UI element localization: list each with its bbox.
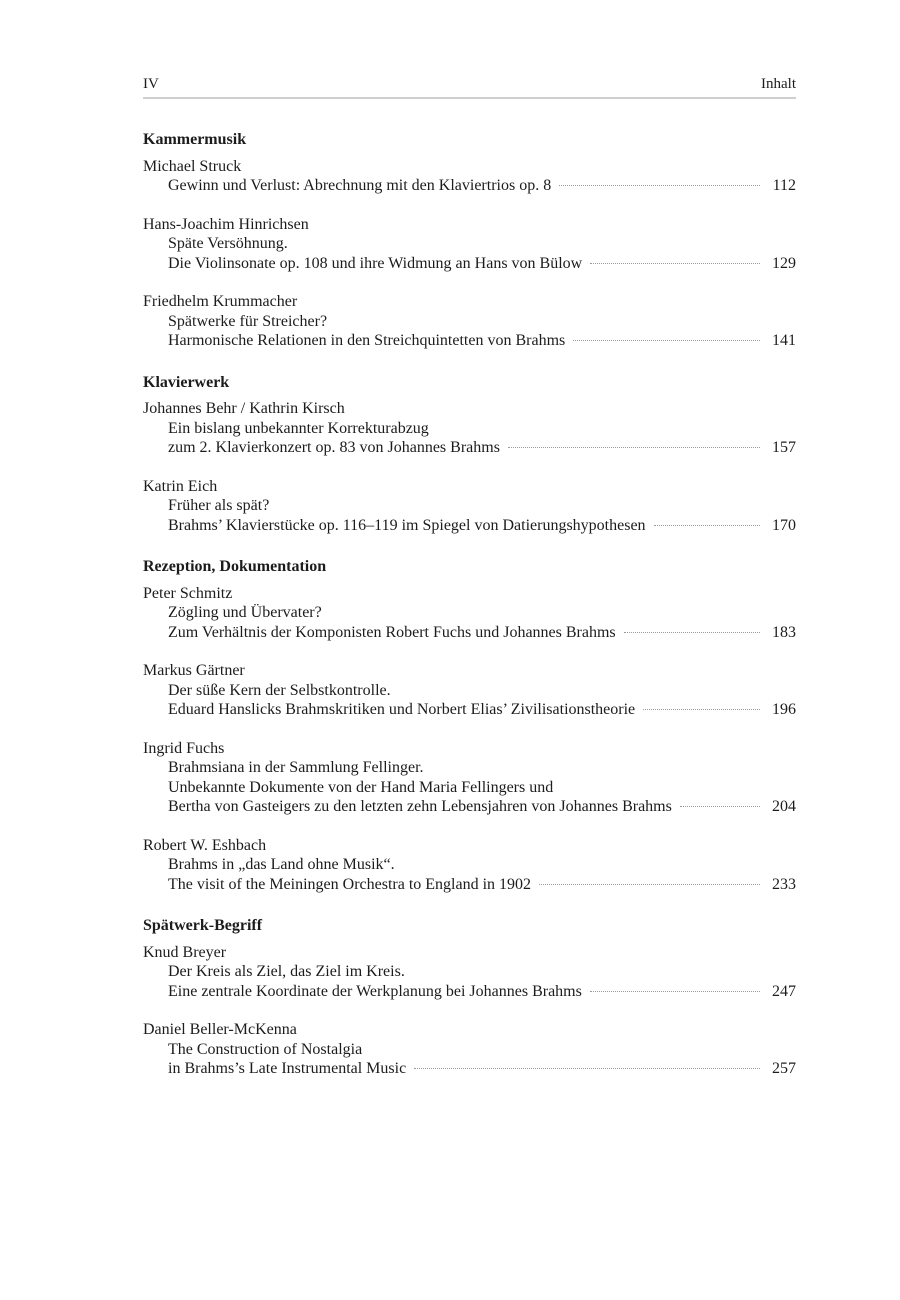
toc-entry[interactable]	[143, 215, 796, 274]
entry-author: Robert W. Eshbach	[143, 836, 267, 854]
dot-leader	[643, 709, 760, 710]
entry-final-line	[168, 875, 796, 895]
dot-leader	[624, 632, 760, 633]
entry-final-line	[168, 623, 796, 643]
toc-entry[interactable]	[143, 661, 796, 720]
entry-title-line: Spätwerke für Streicher?	[168, 312, 328, 330]
entry-page-number[interactable]: 196	[772, 701, 796, 718]
dot-leader	[559, 185, 760, 186]
entry-author: Knud Breyer	[143, 943, 227, 961]
entry-title-line: Die Violinsonate op. 108 und ihre Widmung an Hans von Bülow	[168, 254, 583, 272]
section-heading: Rezeption, Dokumentation	[143, 558, 327, 575]
dot-leader	[590, 991, 760, 992]
section-heading: Spätwerk-Begriff	[143, 917, 263, 934]
entry-author: Friedhelm Krummacher	[143, 293, 298, 310]
toc-entry[interactable]	[143, 292, 796, 351]
dot-leader	[414, 1068, 760, 1069]
entry-final-line	[168, 331, 796, 351]
dot-leader	[680, 806, 760, 807]
entry-title-line: The visit of the Meiningen Orchestra to England in 1902	[168, 875, 532, 893]
toc-entry[interactable]	[143, 477, 796, 536]
entry-title-line: Der Kreis als Ziel, das Ziel im Kreis.	[168, 963, 405, 980]
header-rule	[143, 97, 796, 99]
entry-author: Michael Struck	[143, 157, 242, 175]
entry-author: Johannes Behr / Kathrin Kirsch	[143, 400, 345, 417]
entry-final-line	[168, 797, 796, 817]
entry-page-number[interactable]: 129	[772, 254, 796, 272]
entry-page-number[interactable]: 157	[772, 439, 796, 456]
entry-final-line	[168, 516, 796, 536]
toc-entry[interactable]	[143, 739, 796, 817]
entry-final-line	[168, 176, 796, 196]
entry-author: Daniel Beller-McKenna	[143, 1021, 297, 1038]
toc-entry[interactable]	[143, 943, 796, 1002]
entry-title-line: Brahms’ Klavierstücke op. 116–119 im Spiegel von Datierungshypothesen	[168, 516, 646, 534]
entry-title-line: Früher als spät?	[168, 497, 270, 514]
page-number-label: IV	[143, 76, 159, 92]
toc-section	[143, 130, 796, 351]
dot-leader	[508, 447, 760, 448]
entry-author: Hans-Joachim Hinrichsen	[143, 215, 309, 233]
entry-title-line: Gewinn und Verlust: Abrechnung mit den Klaviertrios op. 8	[168, 177, 552, 194]
toc-entry[interactable]	[143, 584, 796, 643]
entry-title-line: Bertha von Gasteigers zu den letzten zehn Lebensjahren von Johannes Brahms	[168, 798, 672, 815]
dot-leader	[590, 263, 760, 264]
running-title: Inhalt	[761, 76, 796, 92]
entry-title-line: Zögling und Übervater?	[168, 604, 322, 621]
entry-title-line: Zum Verhältnis der Komponisten Robert Fuchs und Johannes Brahms	[168, 623, 616, 641]
entry-page-number[interactable]: 247	[772, 982, 796, 1000]
entry-final-line	[168, 1059, 796, 1079]
dot-leader	[539, 884, 760, 885]
entry-title-line: Ein bislang unbekannter Korrekturabzug	[168, 419, 429, 437]
entry-title-line: Brahmsiana in der Sammlung Fellinger.	[168, 759, 424, 776]
entry-title-line: Eduard Hanslicks Brahmskritiken und Norbert Elias’ Zivilisationstheorie	[168, 701, 636, 718]
entry-title-line: Der süße Kern der Selbstkontrolle.	[168, 681, 391, 699]
table-of-contents	[143, 130, 796, 1101]
entry-title-line: Harmonische Relationen in den Streichquintetten von Brahms	[168, 332, 566, 349]
toc-entry[interactable]	[143, 1020, 796, 1079]
entry-title-line: Eine zentrale Koordinate der Werkplanung bei Johannes Brahms	[168, 982, 582, 1000]
entry-final-line	[168, 438, 796, 458]
entry-title-line: zum 2. Klavierkonzert op. 83 von Johannes Brahms	[168, 439, 500, 456]
entry-page-number[interactable]: 141	[772, 332, 796, 349]
toc-section	[143, 373, 796, 536]
section-heading: Klavierwerk	[143, 373, 230, 391]
dot-leader	[654, 525, 760, 526]
entry-final-line	[168, 700, 796, 720]
entry-title-line: The Construction of Nostalgia	[168, 1040, 363, 1058]
entry-page-number[interactable]: 204	[772, 798, 796, 815]
dot-leader	[573, 340, 760, 341]
toc-entry[interactable]	[143, 157, 796, 196]
toc-section	[143, 916, 796, 1079]
entry-final-line	[168, 982, 796, 1002]
entry-title-line: Brahms in „das Land ohne Musik“.	[168, 856, 395, 873]
entry-author: Katrin Eich	[143, 477, 218, 495]
entry-title-line: Späte Versöhnung.	[168, 235, 288, 252]
entry-page-number[interactable]: 170	[772, 516, 796, 534]
toc-entry[interactable]	[143, 399, 796, 458]
entry-author: Ingrid Fuchs	[143, 739, 225, 757]
entry-author: Markus Gärtner	[143, 662, 245, 679]
toc-entry[interactable]	[143, 836, 796, 895]
entry-page-number[interactable]: 112	[772, 177, 796, 194]
entry-page-number[interactable]: 183	[772, 623, 796, 641]
entry-page-number[interactable]: 257	[772, 1060, 796, 1077]
entry-author: Peter Schmitz	[143, 584, 233, 602]
entry-final-line	[168, 254, 796, 274]
toc-section	[143, 557, 796, 894]
page-header	[143, 76, 796, 93]
entry-page-number[interactable]: 233	[772, 875, 796, 893]
entry-title-line: in Brahms’s Late Instrumental Music	[168, 1060, 407, 1077]
entry-title-line: Unbekannte Dokumente von der Hand Maria Fellingers und	[168, 778, 554, 796]
section-heading: Kammermusik	[143, 131, 247, 148]
